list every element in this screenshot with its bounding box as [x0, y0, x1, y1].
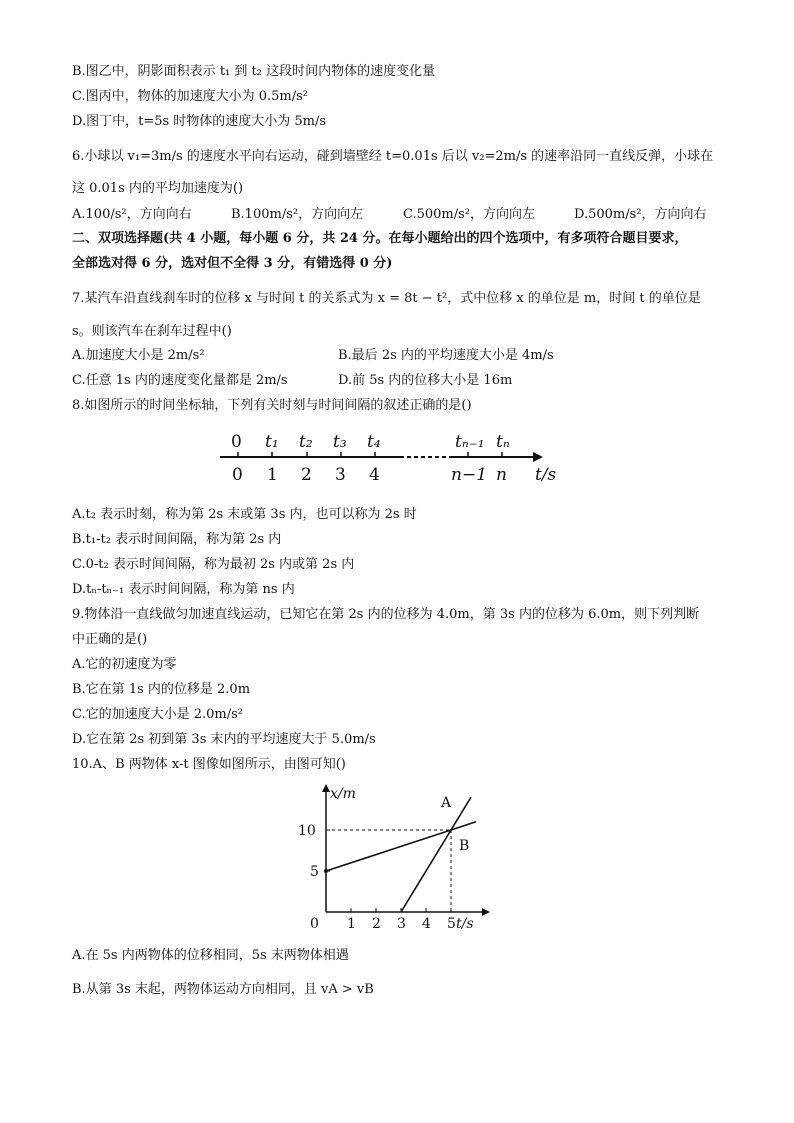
section-2-heading-line1: 二、双项选择题(共 4 小题，每小题 6 分，共 24 分。在每小题给出的四个选项中，有多项符合题目要求，: [72, 231, 688, 246]
section-2-heading-line2: 全部选对得 6 分，选对但不全得 3 分，有错选得 0 分): [72, 256, 393, 271]
axis-bottom-label: n−1: [451, 465, 488, 485]
q6-option-c: C.500m/s²，方向向左: [403, 207, 536, 222]
series-line-B: [326, 822, 476, 871]
axis-bottom-label: 0: [232, 465, 243, 485]
x-tick-label: 4: [422, 916, 431, 932]
x-axis-label: t/s: [456, 916, 474, 932]
q5-option-b: B.图乙中，阴影面积表示 t₁ 到 t₂ 这段时间内物体的速度变化量: [72, 64, 436, 79]
q9-option-b: B.它在第 1s 内的位移是 2.0m: [72, 682, 251, 697]
axis-top-label: t₂: [299, 432, 313, 452]
q5-option-d: D.图丁中，t=5s 时物体的速度大小为 5m/s: [72, 114, 327, 129]
y-axis-arrow: [322, 784, 330, 792]
axis-top-label: 0: [231, 432, 242, 452]
q6-stem-line1: 6.小球以 v₁=3m/s 的速度水平向右运动，碰到墙壁经 t=0.01s 后以 v₂=2m/s 的速率沿同一直线反弹，小球在: [72, 149, 714, 164]
q7-option-d: D.前 5s 内的位移大小是 16m: [338, 373, 513, 388]
q10-option-a: A.在 5s 内两物体的位移相同，5s 末两物体相遇: [72, 948, 349, 963]
q9-stem-line2: 中正确的是(): [72, 632, 148, 647]
axis-bottom-label: 2: [301, 465, 312, 485]
axis-top-label: tₙ₋₁: [455, 432, 485, 452]
y-tick-label: 10: [298, 823, 316, 839]
series-line-A: [401, 797, 471, 912]
q9-option-d: D.它在第 2s 初到第 3s 末内的平均速度大于 5.0m/s: [72, 732, 376, 747]
q8-option-a: A.t₂ 表示时刻，称为第 2s 末或第 3s 内，也可以称为 2s 时: [72, 507, 417, 522]
x-tick-label: 0: [310, 916, 319, 932]
x-tick-label: 3: [397, 916, 406, 932]
q10-option-b: B.从第 3s 末起，两物体运动方向相同，且 vA > vB: [72, 982, 374, 997]
time-axis-arrow: [533, 452, 543, 462]
axis-top-label: t₁: [265, 432, 279, 452]
q8-option-b: B.t₁-t₂ 表示时间间隔，称为第 2s 内: [72, 532, 282, 547]
q8-option-c: C.0-t₂ 表示时间间隔，称为最初 2s 内或第 2s 内: [72, 557, 355, 572]
axis-top-label: t₃: [333, 432, 347, 452]
q6-option-d: D.500m/s²，方向向右: [574, 207, 707, 222]
q7-option-a: A.加速度大小是 2m/s²: [72, 348, 205, 363]
axis-bottom-label: 4: [369, 465, 380, 485]
q9-stem-line1: 9.物体沿一直线做匀加速直线运动，已知它在第 2s 内的位移为 4.0m，第 3s 内的位移为 6.0m，则下列判断: [72, 607, 700, 622]
series-point-B-start: [324, 869, 328, 873]
y-tick-label: 5: [310, 864, 319, 880]
axis-bottom-label: 3: [335, 465, 346, 485]
q6-option-b: B.100m/s²，方向向左: [231, 207, 364, 222]
q9-option-a: A.它的初速度为零: [72, 657, 177, 672]
axis-top-label: t₄: [367, 432, 381, 452]
x-axis-arrow: [482, 908, 490, 916]
axis-unit-label: t/s: [535, 465, 557, 485]
x-tick-label: 5: [447, 916, 456, 932]
axis-top-label: tₙ: [496, 432, 510, 452]
q7-stem-line2: s。则该汽车在刹车过程中(): [72, 324, 232, 339]
q9-option-c: C.它的加速度大小是 2.0m/s²: [72, 707, 244, 722]
q5-option-c: C.图丙中，物体的加速度大小为 0.5m/s²: [72, 89, 309, 104]
q6-stem-line2: 这 0.01s 内的平均加速度为(): [72, 181, 244, 196]
x-tick-label: 2: [372, 916, 381, 932]
time-axis-figure: [215, 425, 575, 495]
q7-stem-line1: 7.某汽车沿直线刹车时的位移 x 与时间 t 的关系式为 x = 8t − t²，式中位移 x 的单位是 m，时间 t 的单位是: [72, 291, 701, 306]
x-tick-label: 1: [347, 916, 356, 932]
q7-option-c: C.任意 1s 内的速度变化量都是 2m/s: [72, 373, 288, 388]
xt-chart: [296, 780, 501, 935]
axis-bottom-label: 1: [267, 465, 278, 485]
axis-bottom-label: n: [496, 465, 507, 485]
q7-option-b: B.最后 2s 内的平均速度大小是 4m/s: [338, 348, 554, 363]
y-axis-label: x/m: [330, 786, 356, 802]
q10-stem: 10.A、B 两物体 x-t 图像如图所示，由图可知(): [72, 757, 346, 772]
q8-stem: 8.如图所示的时间坐标轴，下列有关时刻与时间间隔的叙述正确的是(): [72, 398, 472, 413]
q6-option-a: A.100/s²，方向向右: [72, 207, 192, 222]
series-label-B: B: [459, 838, 470, 854]
q8-option-d: D.tₙ-tₙ₋₁ 表示时间间隔，称为第 ns 内: [72, 582, 295, 597]
series-label-A: A: [441, 795, 452, 812]
